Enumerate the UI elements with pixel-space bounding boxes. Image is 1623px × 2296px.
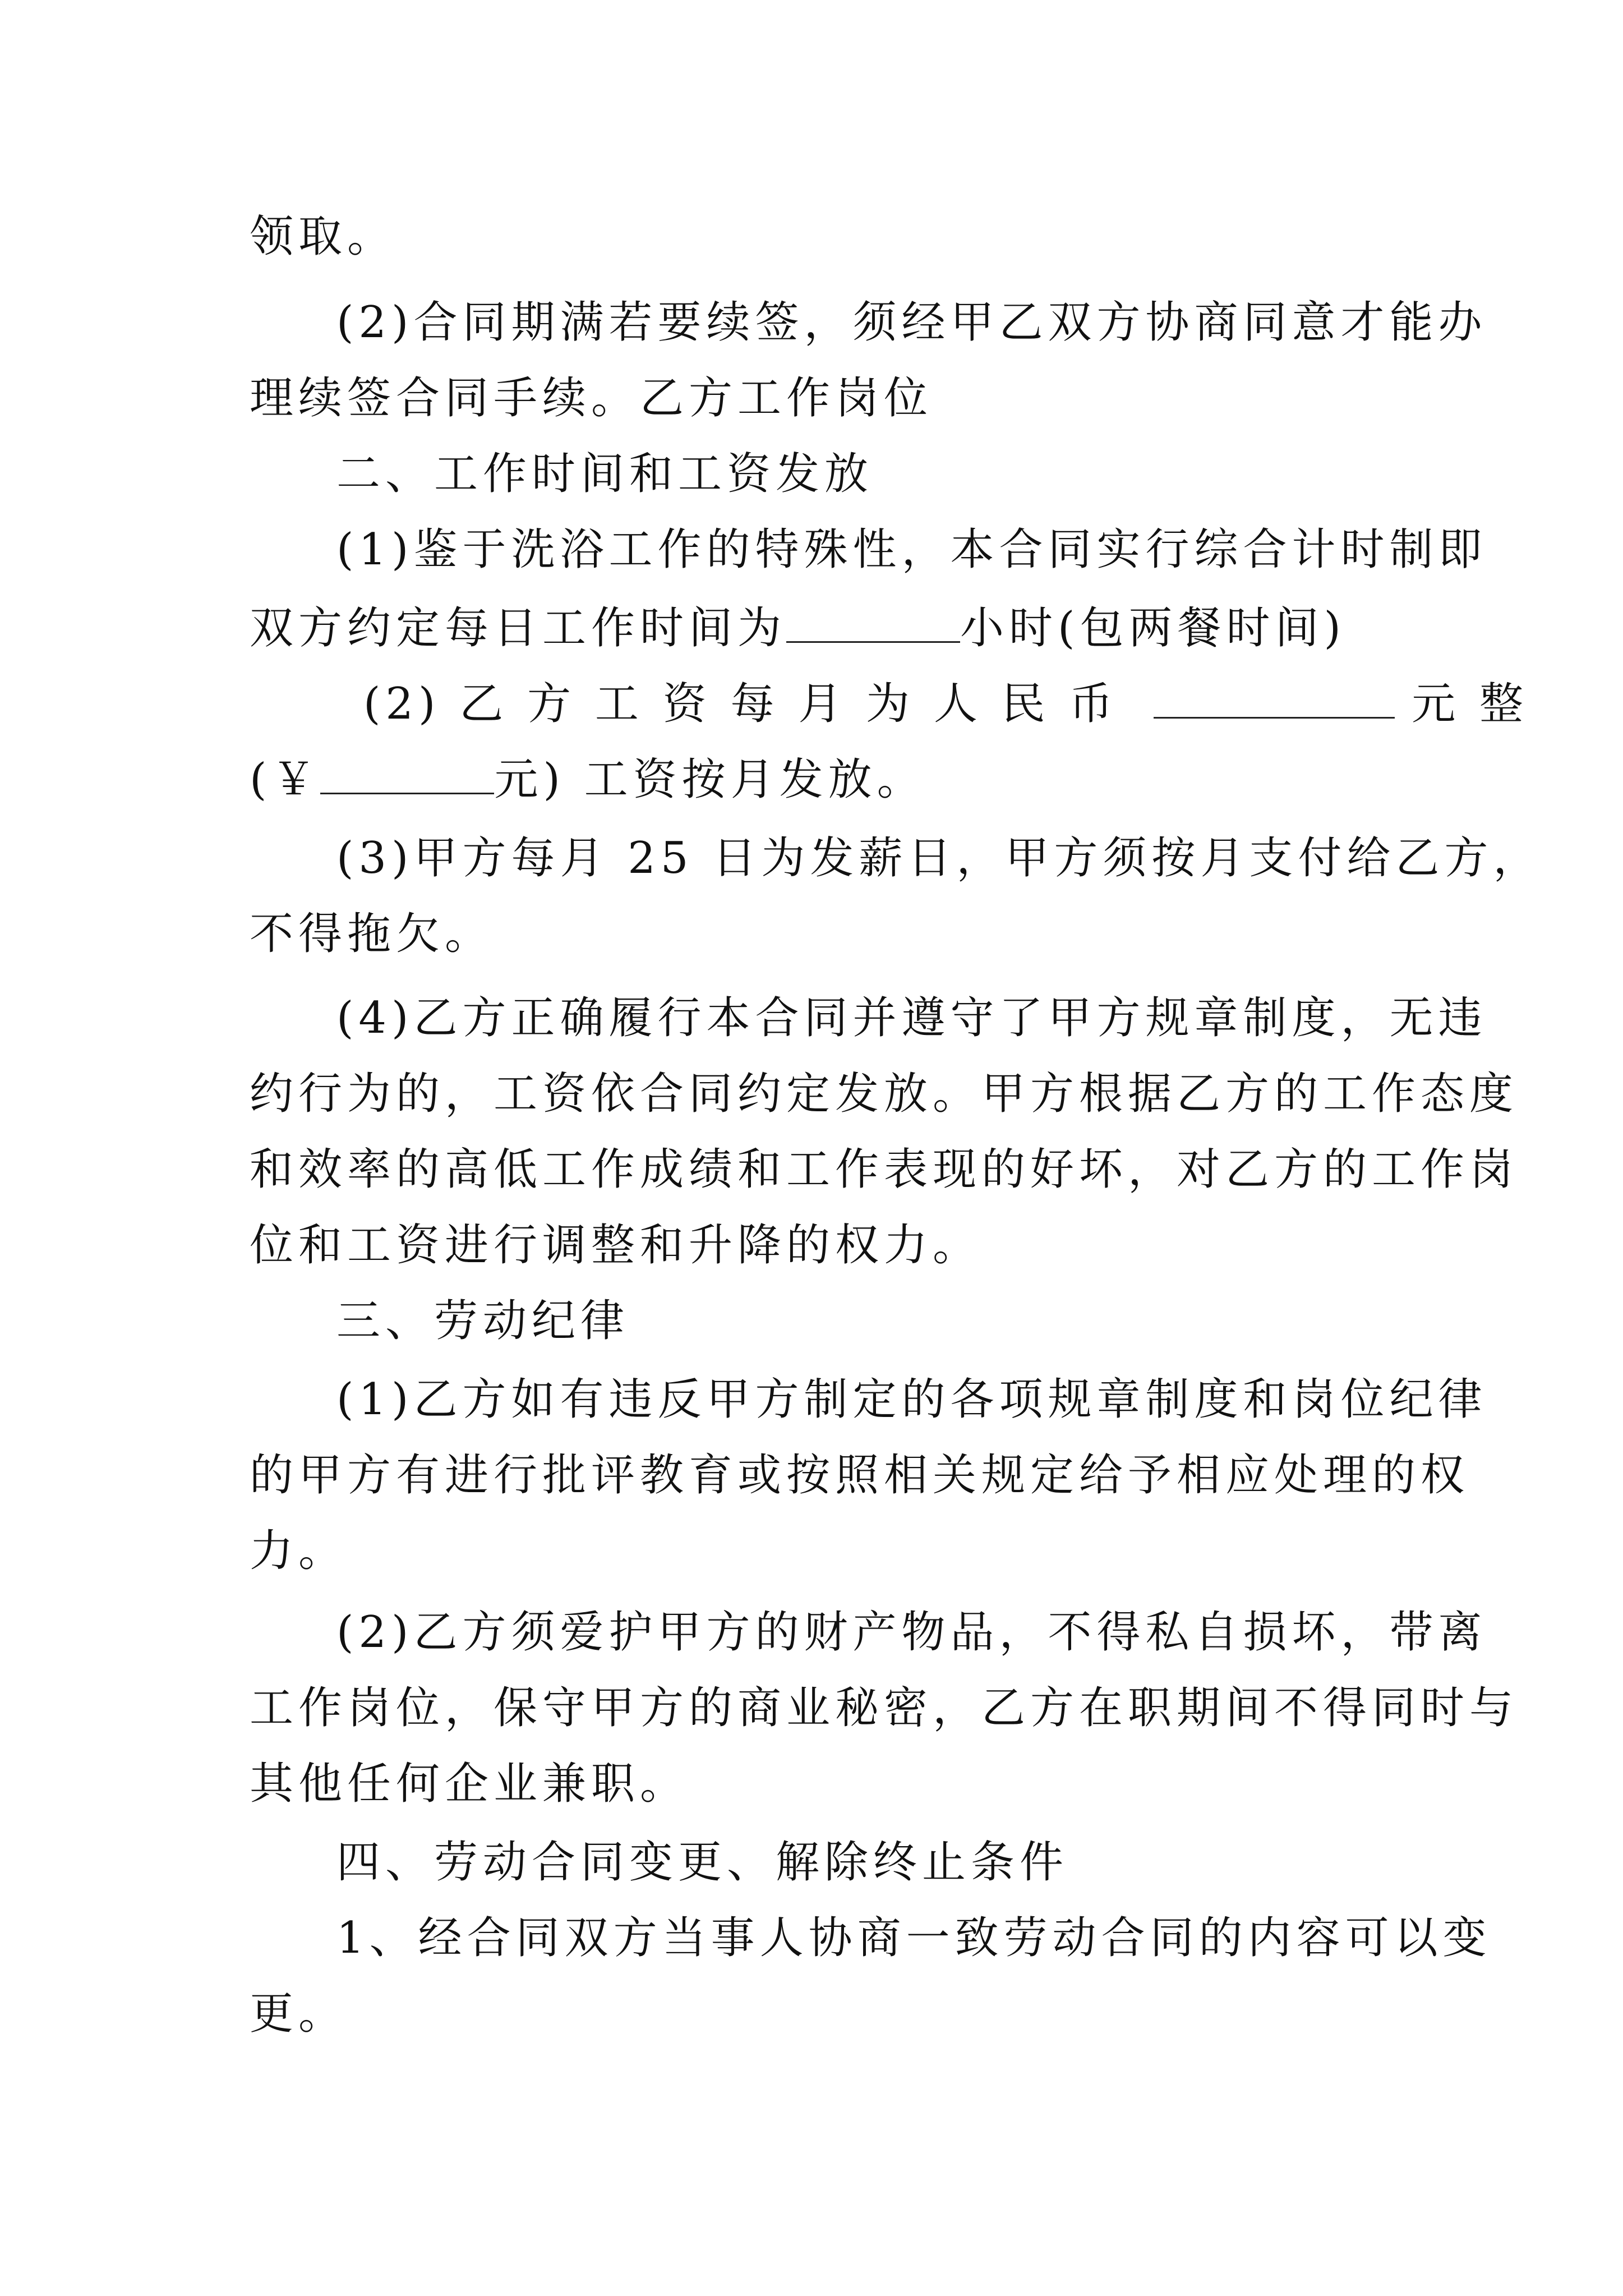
section-heading: 四、劳动合同变更、解除终止条件 bbox=[336, 1837, 1069, 1888]
paragraph-line: (2)乙方须爱护甲方的财产物品，不得私自损坏，带离 bbox=[336, 1607, 1487, 1658]
line-text: 双方约定每日工作时间为 bbox=[250, 603, 787, 654]
line-text: 小时(包两餐时间) bbox=[960, 603, 1346, 654]
section-heading: 三、劳动纪律 bbox=[336, 1296, 630, 1346]
section-heading: 二、工作时间和工资发放 bbox=[336, 449, 874, 499]
fill-in-blank-hours bbox=[786, 597, 960, 643]
paragraph-line: 其他任何企业兼职。 bbox=[250, 1759, 689, 1809]
paragraph-line: (3)甲方每月 25 日为发薪日，甲方须按月支付给乙方， bbox=[336, 833, 1542, 884]
paragraph-line: 更。 bbox=[250, 1989, 348, 2039]
fill-in-blank-amount bbox=[320, 749, 494, 794]
paragraph-line: 的甲方有进行批评教育或按照相关规定给予相应处理的权 bbox=[250, 1450, 1470, 1501]
paragraph-line bbox=[250, 597, 1382, 656]
line-text: 元 整 bbox=[1412, 679, 1529, 729]
paragraph-line: 约行为的，工资依合同约定发放。甲方根据乙方的工作态度 bbox=[250, 1069, 1519, 1119]
line-text: (￥ bbox=[250, 754, 321, 805]
paragraph-line: (1)乙方如有违反甲方制定的各项规章制度和岗位纪律 bbox=[336, 1374, 1487, 1425]
paragraph-line: 1、经合同双方当事人协商一致劳动合同的内容可以变 bbox=[336, 1913, 1492, 1963]
paragraph-line bbox=[363, 673, 1529, 732]
paragraph-line: (4)乙方正确履行本合同并遵守了甲方规章制度，无违 bbox=[336, 993, 1487, 1043]
paragraph-line: 力。 bbox=[250, 1526, 348, 1576]
paragraph-line bbox=[250, 749, 1382, 808]
paragraph-line: 工作岗位，保守甲方的商业秘密，乙方在职期间不得同时与 bbox=[250, 1683, 1519, 1733]
paragraph-line: 位和工资进行调整和升降的权力。 bbox=[250, 1220, 982, 1271]
paragraph-line: 领取。 bbox=[250, 211, 396, 262]
paragraph-line: 和效率的高低工作成绩和工作表现的好坏，对乙方的工作岗 bbox=[250, 1144, 1519, 1195]
paragraph-line: (1)鉴于洗浴工作的特殊性，本合同实行综合计时制即 bbox=[336, 524, 1487, 575]
fill-in-blank-salary bbox=[1154, 673, 1395, 719]
line-text: (2) 乙 方 工 资 每 月 为 人 民 币 bbox=[363, 679, 1118, 729]
paragraph-line: 理续签合同手续。乙方工作岗位 bbox=[250, 373, 933, 424]
paragraph-line: (2)合同期满若要续签，须经甲乙双方协商同意才能办 bbox=[336, 297, 1487, 348]
paragraph-line: 不得拖欠。 bbox=[250, 909, 494, 959]
line-text: 元) 工资按月发放。 bbox=[494, 754, 926, 805]
